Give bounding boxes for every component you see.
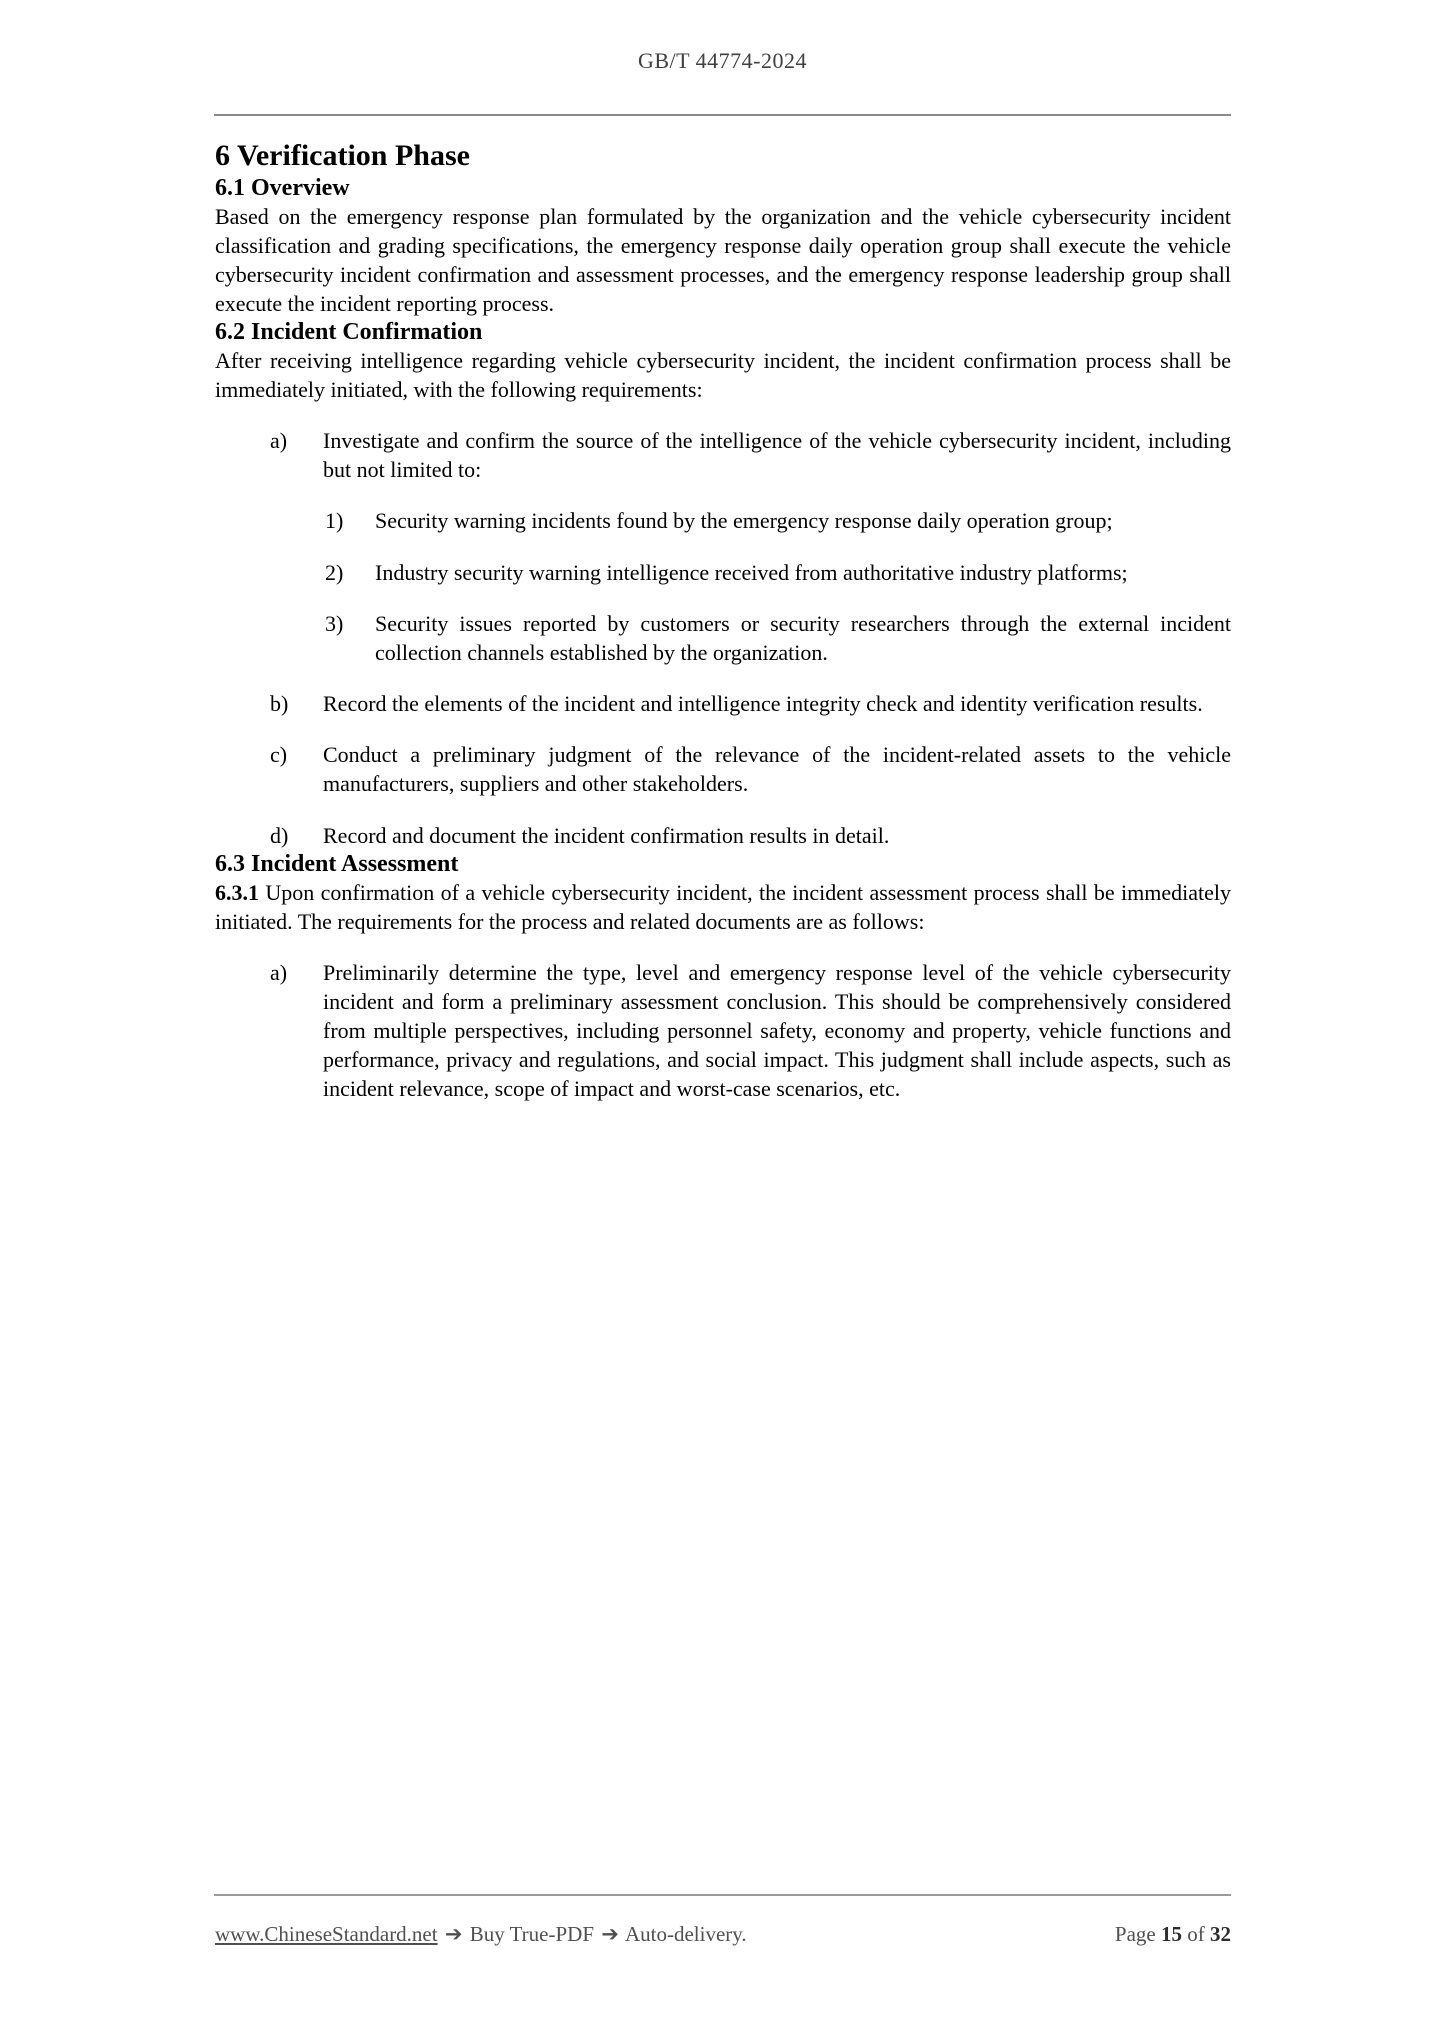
page-content bbox=[215, 138, 1231, 1103]
list-marker: 2) bbox=[325, 560, 344, 585]
list-item-text: Record the elements of the incident and intelligence integrity check and identity verification results. bbox=[323, 691, 1203, 716]
footer-rule bbox=[214, 1894, 1231, 1896]
list-item-a bbox=[215, 426, 1231, 484]
clause-number: 6.3.1 bbox=[215, 880, 259, 905]
list-item-text: Conduct a preliminary judgment of the relevance of the incident-related assets to the vehicle manufacturers, suppliers and other stakeholders. bbox=[323, 742, 1231, 796]
page-total: 32 bbox=[1210, 1922, 1231, 1946]
clause-631-paragraph bbox=[215, 878, 1231, 936]
page-current: 15 bbox=[1161, 1922, 1182, 1946]
list-item-b bbox=[215, 689, 1231, 718]
sub-list-item-3 bbox=[215, 609, 1231, 667]
list-item-d bbox=[215, 821, 1231, 850]
header-doc-code: GB/T 44774-2024 bbox=[637, 48, 808, 73]
list-item-text: Security issues reported by customers or security researchers through the external incident collection channels established by the organization. bbox=[375, 611, 1231, 665]
chapter-title: 6 Verification Phase bbox=[215, 139, 470, 172]
list-item-text: Record and document the incident confirmation results in detail. bbox=[323, 823, 890, 848]
list-item-text: Investigate and confirm the source of the intelligence of the vehicle cybersecurity incident, including but not limited to: bbox=[323, 428, 1231, 482]
overview-heading: 6.1 Overview bbox=[215, 175, 350, 201]
assessment-list-item-a bbox=[215, 958, 1231, 1103]
of-label: of bbox=[1187, 1922, 1205, 1946]
list-item-c bbox=[215, 740, 1231, 798]
footer-left bbox=[215, 1920, 747, 1948]
arrow-icon: ➔ bbox=[601, 1922, 619, 1946]
list-marker: a) bbox=[270, 960, 288, 985]
list-marker: c) bbox=[270, 742, 288, 767]
footer-site-link[interactable]: www.ChineseStandard.net bbox=[215, 1922, 438, 1946]
list-item-text: Industry security warning intelligence received from authoritative industry platforms; bbox=[375, 560, 1128, 585]
incident-confirmation-heading: 6.2 Incident Confirmation bbox=[215, 319, 483, 345]
page-label: Page bbox=[1114, 1922, 1156, 1946]
sub-list-item-2 bbox=[215, 558, 1231, 587]
list-item-text: Security warning incidents found by the emergency response daily operation group; bbox=[375, 508, 1113, 533]
incident-assessment-heading: 6.3 Incident Assessment bbox=[215, 851, 459, 877]
footer-buy-text: Buy True-PDF bbox=[469, 1922, 595, 1946]
footer-delivery-text: Auto-delivery. bbox=[624, 1922, 747, 1946]
list-item-text: Preliminarily determine the type, level and emergency response level of the vehicle cybersecurity incident and form a preliminary assessment conclusion. This should be comprehensively considered from multiple perspectives, including personnel safety, economy and property, vehicle functions and performance, privacy and regulations, and social impact. This judgment shall include aspects, such as incident relevance, scope of impact and worst-case scenarios, etc. bbox=[323, 960, 1231, 1101]
list-marker: b) bbox=[270, 691, 289, 716]
list-marker: a) bbox=[270, 428, 288, 453]
list-marker: 3) bbox=[325, 611, 344, 636]
clause-text: Upon confirmation of a vehicle cybersecurity incident, the incident assessment process shall be immediately initiated. The requirements for the process and related documents are as follows: bbox=[215, 880, 1231, 934]
incident-confirmation-intro: After receiving intelligence regarding vehicle cybersecurity incident, the incident confirmation process shall be immediately initiated, with the following requirements: bbox=[215, 348, 1231, 402]
sub-list-item-1 bbox=[215, 506, 1231, 535]
overview-paragraph: Based on the emergency response plan formulated by the organization and the vehicle cybersecurity incident classification and grading specifications, the emergency response daily operation group shall execute the vehicle cybersecurity incident confirmation and assessment processes, and the emergency response leadership group shall execute the incident reporting process. bbox=[215, 204, 1231, 316]
arrow-icon: ➔ bbox=[444, 1922, 463, 1946]
list-marker: d) bbox=[270, 823, 289, 848]
list-marker: 1) bbox=[325, 508, 344, 533]
page-indicator bbox=[1115, 1920, 1231, 1948]
header-rule bbox=[214, 114, 1231, 116]
